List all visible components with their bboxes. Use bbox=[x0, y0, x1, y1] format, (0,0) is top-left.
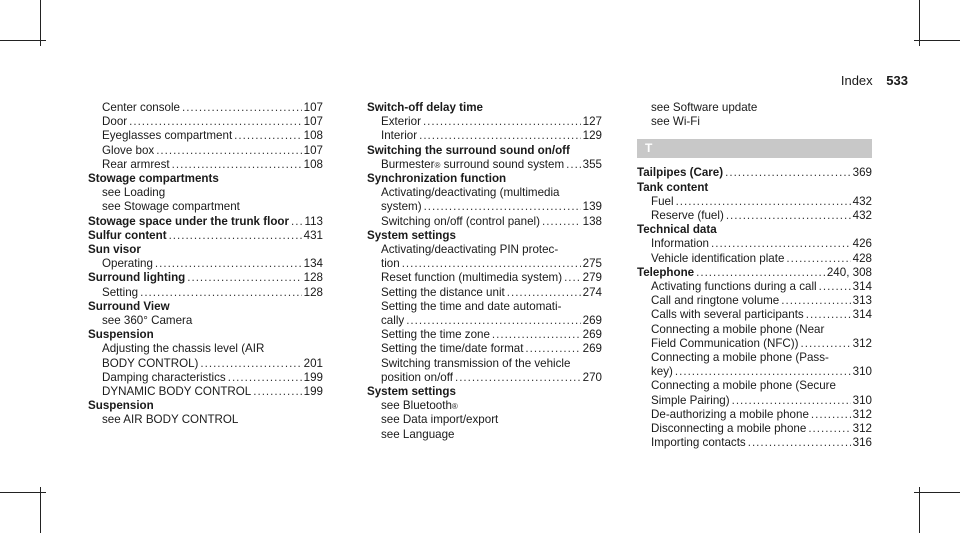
entry-text: Fuel bbox=[651, 194, 674, 208]
entry-text: see Data import/export bbox=[381, 413, 499, 427]
entry-text: Switch-off delay time bbox=[367, 101, 483, 114]
index-subentry[interactable] bbox=[367, 286, 602, 300]
dot-leader bbox=[711, 237, 851, 251]
page-reference-link[interactable]: 355 bbox=[582, 157, 602, 171]
dot-leader bbox=[129, 115, 302, 129]
dot-leader bbox=[507, 286, 581, 300]
crop-mark bbox=[914, 40, 960, 41]
index-subentry[interactable] bbox=[367, 215, 602, 229]
entry-text: Setting the time/date format bbox=[381, 342, 524, 356]
entry-text: see Loading bbox=[102, 186, 166, 200]
crop-mark bbox=[914, 492, 960, 493]
entry-text: Burmester bbox=[381, 157, 435, 171]
index-subentry bbox=[367, 357, 602, 371]
index-subentry[interactable] bbox=[637, 394, 872, 408]
index-subentry[interactable] bbox=[88, 385, 323, 399]
index-subentry[interactable] bbox=[367, 342, 602, 356]
dot-leader bbox=[253, 385, 301, 399]
page-reference-link[interactable]: 107 bbox=[303, 143, 323, 157]
index-subentry[interactable] bbox=[637, 195, 872, 209]
entry-text: Technical data bbox=[637, 223, 717, 237]
entry-text: Setting the time and date automati- bbox=[381, 299, 562, 313]
entry-text: Sulfur content bbox=[88, 228, 167, 242]
page-reference-link[interactable]: 269 bbox=[582, 342, 602, 356]
entry-text: Exterior bbox=[381, 115, 421, 129]
index-subentry[interactable] bbox=[88, 371, 323, 385]
entry-text: Connecting a mobile phone (Near bbox=[651, 322, 825, 336]
entry-text: system) bbox=[381, 200, 422, 214]
entry-text: Setting the time zone bbox=[381, 328, 490, 342]
entry-text: Suspension bbox=[88, 399, 154, 413]
page-reference-link[interactable]: 107 bbox=[303, 101, 323, 114]
entry-text: Rear armrest bbox=[102, 157, 170, 171]
page-reference-link[interactable]: 274 bbox=[582, 285, 602, 299]
index-subentry[interactable] bbox=[88, 115, 323, 129]
index-heading bbox=[88, 300, 323, 314]
entry-text: Suspension bbox=[88, 328, 154, 342]
index-column-2 bbox=[367, 101, 602, 442]
entry-text: Adjusting the chassis level (AIR bbox=[102, 342, 265, 356]
dot-leader bbox=[781, 294, 850, 308]
index-subentry[interactable] bbox=[88, 158, 323, 172]
index-heading[interactable] bbox=[637, 266, 872, 280]
index-heading[interactable] bbox=[637, 166, 872, 180]
index-heading[interactable] bbox=[88, 229, 323, 243]
entry-text: see Wi-Fi bbox=[651, 115, 700, 129]
entry-text: Door bbox=[102, 115, 128, 129]
page-reference-link[interactable]: 431 bbox=[303, 228, 323, 242]
crop-mark bbox=[40, 487, 41, 533]
index-heading bbox=[637, 181, 872, 195]
index-column-3 bbox=[637, 101, 872, 450]
entry-text: see Language bbox=[381, 427, 455, 441]
page-reference-link[interactable]: 316 bbox=[852, 436, 872, 450]
index-heading bbox=[367, 144, 602, 158]
index-subentry[interactable] bbox=[367, 328, 602, 342]
index-subentry bbox=[367, 413, 602, 427]
index-subentry: see Bluetooth ® bbox=[381, 399, 458, 413]
page-reference-link[interactable]: 269 bbox=[582, 314, 602, 328]
page-reference-link[interactable]: 426 bbox=[852, 237, 872, 251]
dot-leader bbox=[811, 408, 851, 422]
entry-text: Center console bbox=[102, 101, 180, 114]
dot-leader bbox=[725, 166, 851, 180]
dot-leader bbox=[156, 144, 301, 158]
page-reference-link[interactable]: 129 bbox=[582, 129, 602, 143]
entry-text: Importing contacts bbox=[651, 436, 746, 450]
page-reference-link[interactable]: 108 bbox=[303, 129, 323, 143]
entry-text: Activating/deactivating (multimedia bbox=[381, 186, 560, 200]
page-reference-link[interactable]: 128 bbox=[303, 271, 323, 285]
index-heading bbox=[367, 172, 602, 186]
entry-text: Tank content bbox=[637, 180, 709, 194]
dot-leader bbox=[228, 371, 302, 385]
index-continuation bbox=[637, 101, 872, 129]
dot-leader bbox=[696, 266, 825, 280]
dot-leader bbox=[182, 101, 302, 115]
entry-text: Setting bbox=[102, 285, 139, 299]
entry-text: Tailpipes (Care) bbox=[637, 166, 724, 180]
entry-text: Telephone bbox=[637, 265, 695, 279]
index-subentry[interactable] bbox=[637, 209, 872, 223]
dot-leader bbox=[542, 215, 581, 229]
entry-text: System settings bbox=[367, 385, 456, 399]
crop-mark bbox=[0, 40, 46, 41]
dot-leader bbox=[140, 286, 302, 300]
index-subentry bbox=[88, 342, 323, 356]
page-reference-link[interactable]: 314 bbox=[852, 280, 872, 294]
index-subentry[interactable] bbox=[88, 257, 323, 271]
dot-leader bbox=[808, 422, 850, 436]
entry-text: cally bbox=[381, 314, 405, 328]
entry-text: Stowage compartments bbox=[88, 172, 219, 186]
index-heading bbox=[88, 172, 323, 186]
index-subentry[interactable] bbox=[367, 129, 602, 143]
dot-leader bbox=[419, 129, 581, 143]
dot-leader bbox=[155, 257, 302, 271]
entry-text: position on/off bbox=[381, 370, 453, 384]
page-reference-link[interactable]: 312 bbox=[852, 407, 872, 421]
entry-text: see AIR BODY CONTROL bbox=[102, 413, 239, 427]
dot-leader bbox=[423, 115, 581, 129]
dot-leader bbox=[169, 229, 302, 243]
entry-text: Operating bbox=[102, 257, 153, 271]
index-subentry bbox=[88, 314, 323, 328]
entry-text: Switching the surround sound on/off bbox=[367, 143, 570, 157]
index-subentry[interactable] bbox=[637, 365, 872, 379]
index-subentry[interactable] bbox=[88, 286, 323, 300]
entry-text: System settings bbox=[367, 228, 456, 242]
dot-leader bbox=[748, 436, 851, 450]
page-number: 533 bbox=[886, 73, 908, 88]
index-subentry[interactable] bbox=[637, 436, 872, 450]
entry-text: Disconnecting a mobile phone bbox=[651, 422, 807, 436]
page-reference-link[interactable]: 108 bbox=[303, 157, 323, 171]
index-subentry[interactable] bbox=[637, 252, 872, 266]
page-reference-link[interactable]: 134 bbox=[303, 257, 323, 271]
entry-text: Setting the distance unit bbox=[381, 285, 505, 299]
entry-text: key) bbox=[651, 365, 673, 379]
page-reference-link[interactable]: 113 bbox=[304, 214, 323, 228]
dot-leader bbox=[406, 314, 580, 328]
entry-text: Surround lighting bbox=[88, 271, 186, 285]
index-heading bbox=[367, 101, 602, 115]
dot-leader bbox=[187, 271, 301, 285]
index-subentry[interactable] bbox=[88, 357, 323, 371]
index-subentry bbox=[637, 101, 872, 115]
entry-text: Eyeglasses compartment bbox=[102, 129, 233, 143]
index-subentry[interactable] bbox=[367, 271, 602, 285]
dot-leader bbox=[566, 158, 581, 172]
index-column-1 bbox=[88, 101, 323, 428]
entry-text: Connecting a mobile phone (Pass- bbox=[651, 351, 829, 365]
page-reference-link[interactable]: 314 bbox=[852, 308, 872, 322]
entry-text: Interior bbox=[381, 129, 418, 143]
dot-leader bbox=[234, 129, 301, 143]
page-reference-link[interactable]: 138 bbox=[582, 214, 602, 228]
page-reference-link[interactable]: 312 bbox=[852, 336, 872, 350]
index-subentry[interactable] bbox=[637, 280, 872, 294]
index-subentry bbox=[637, 351, 872, 365]
index-subentry[interactable] bbox=[637, 237, 872, 251]
entry-text: Connecting a mobile phone (Secure bbox=[651, 379, 836, 393]
index-subentry[interactable] bbox=[88, 129, 323, 143]
index-heading[interactable] bbox=[88, 215, 323, 229]
entry-text: BODY CONTROL) bbox=[102, 356, 199, 370]
dot-leader bbox=[675, 365, 851, 379]
index-subentry[interactable] bbox=[637, 294, 872, 308]
entry-text: see Software update bbox=[651, 101, 758, 114]
page-reference-link[interactable]: 199 bbox=[303, 385, 323, 399]
page-reference-link[interactable]: 269 bbox=[582, 328, 602, 342]
page-reference-link[interactable]: 279 bbox=[582, 271, 602, 285]
page-reference-link[interactable]: 128 bbox=[303, 285, 323, 299]
index-subentry[interactable] bbox=[637, 408, 872, 422]
entry-text: Damping characteristics bbox=[102, 370, 226, 384]
entry-text: Stowage space under the trunk floor bbox=[88, 214, 289, 228]
dot-leader bbox=[786, 252, 850, 266]
section-title: Index bbox=[840, 73, 873, 88]
index-subentry bbox=[637, 323, 872, 337]
entry-text: Field Communication (NFC)) bbox=[651, 336, 799, 350]
entry-text: see Bluetooth bbox=[381, 399, 452, 413]
entry-text: Switching transmission of the vehicle bbox=[381, 356, 571, 370]
page-reference-link[interactable]: 313 bbox=[852, 294, 872, 308]
entry-text-continued: surround sound system bbox=[440, 157, 565, 171]
page-reference-link[interactable]: 139 bbox=[582, 200, 602, 214]
entry-text: Synchronization function bbox=[367, 172, 507, 186]
index-heading[interactable] bbox=[88, 271, 323, 285]
page-reference-link[interactable]: 369 bbox=[852, 166, 872, 180]
index-subentry[interactable] bbox=[367, 314, 602, 328]
entry-text: Activating/deactivating PIN protec- bbox=[381, 243, 559, 257]
index-subentry[interactable] bbox=[88, 101, 323, 115]
page-reference-link[interactable]: 127 bbox=[582, 115, 602, 129]
index-subentry[interactable] bbox=[367, 200, 602, 214]
page-reference-link[interactable]: 310 bbox=[852, 393, 872, 407]
entry-text: tion bbox=[381, 257, 400, 271]
letter-tab: T bbox=[637, 139, 872, 158]
entry-text: De-authorizing a mobile phone bbox=[651, 407, 809, 421]
entry-text: Vehicle identification plate bbox=[651, 251, 785, 265]
page-reference-link[interactable]: 310 bbox=[852, 365, 872, 379]
entry-text: Surround View bbox=[88, 299, 170, 313]
dot-leader bbox=[726, 209, 851, 223]
dot-leader bbox=[200, 357, 301, 371]
page-reference-link[interactable]: 240, 308 bbox=[826, 265, 872, 279]
index-subentry[interactable]: Burmester ® surround sound system ..... 355 bbox=[367, 158, 602, 172]
index-subentry bbox=[637, 379, 872, 393]
page-reference-link[interactable]: 270 bbox=[582, 370, 602, 384]
index-heading bbox=[88, 243, 323, 257]
entry-text: Reserve (fuel) bbox=[651, 209, 724, 223]
index-heading bbox=[367, 385, 602, 399]
index-subentry bbox=[367, 428, 602, 442]
index-subentry bbox=[637, 115, 872, 129]
index-subentry bbox=[367, 243, 602, 257]
dot-leader bbox=[455, 371, 581, 385]
index-subentry bbox=[88, 413, 323, 427]
entry-text: Sun visor bbox=[88, 243, 141, 257]
dot-leader bbox=[819, 280, 851, 294]
entry-text: see 360° Camera bbox=[102, 314, 193, 328]
index-subentry[interactable] bbox=[637, 308, 872, 322]
page-reference-link[interactable]: 432 bbox=[852, 194, 872, 208]
index-subentry[interactable] bbox=[367, 257, 602, 271]
entry-text: Simple Pairing) bbox=[651, 393, 730, 407]
index-subentry[interactable] bbox=[88, 144, 323, 158]
page-reference-link[interactable]: 428 bbox=[852, 251, 872, 265]
dot-leader bbox=[291, 215, 303, 229]
page-reference-link[interactable]: 432 bbox=[852, 209, 872, 223]
index-entries-t bbox=[637, 166, 872, 450]
index-subentry bbox=[88, 200, 323, 214]
entry-text: DYNAMIC BODY CONTROL bbox=[102, 385, 252, 399]
index-subentry bbox=[367, 300, 602, 314]
page-header bbox=[841, 73, 908, 88]
index-subentry bbox=[367, 186, 602, 200]
index-subentry[interactable] bbox=[637, 422, 872, 436]
entry-text: Activating functions during a call bbox=[651, 280, 817, 294]
index-subentry[interactable] bbox=[637, 337, 872, 351]
dot-leader bbox=[732, 394, 851, 408]
page-reference-link[interactable]: 312 bbox=[852, 422, 872, 436]
page-reference-link[interactable]: 199 bbox=[303, 370, 323, 384]
index-subentry bbox=[88, 186, 323, 200]
dot-leader bbox=[424, 200, 581, 214]
dot-leader bbox=[801, 337, 851, 351]
index-heading bbox=[637, 223, 872, 237]
index-subentry[interactable] bbox=[367, 371, 602, 385]
index-heading bbox=[88, 328, 323, 342]
entry-text: Reset function (multimedia system) bbox=[381, 271, 563, 285]
dot-leader bbox=[564, 271, 581, 285]
dot-leader bbox=[806, 308, 851, 322]
entry-text: Glove box bbox=[102, 143, 155, 157]
dot-leader bbox=[676, 195, 851, 209]
page-reference-link[interactable]: 275 bbox=[582, 257, 602, 271]
dot-leader bbox=[172, 158, 302, 172]
page-reference-link[interactable]: 107 bbox=[303, 115, 323, 129]
crop-mark bbox=[0, 492, 46, 493]
entry-text: see Stowage compartment bbox=[102, 200, 240, 214]
page-reference-link[interactable]: 201 bbox=[303, 356, 323, 370]
index-heading bbox=[88, 399, 323, 413]
entry-text: Switching on/off (control panel) bbox=[381, 214, 540, 228]
dot-leader bbox=[492, 328, 581, 342]
crop-mark bbox=[919, 487, 920, 533]
index-subentry[interactable] bbox=[367, 115, 602, 129]
dot-leader bbox=[402, 257, 581, 271]
dot-leader bbox=[525, 342, 580, 356]
entry-text: Call and ringtone volume bbox=[651, 294, 780, 308]
entry-text: Calls with several participants bbox=[651, 308, 804, 322]
index-heading bbox=[367, 229, 602, 243]
entry-text: Information bbox=[651, 237, 709, 251]
